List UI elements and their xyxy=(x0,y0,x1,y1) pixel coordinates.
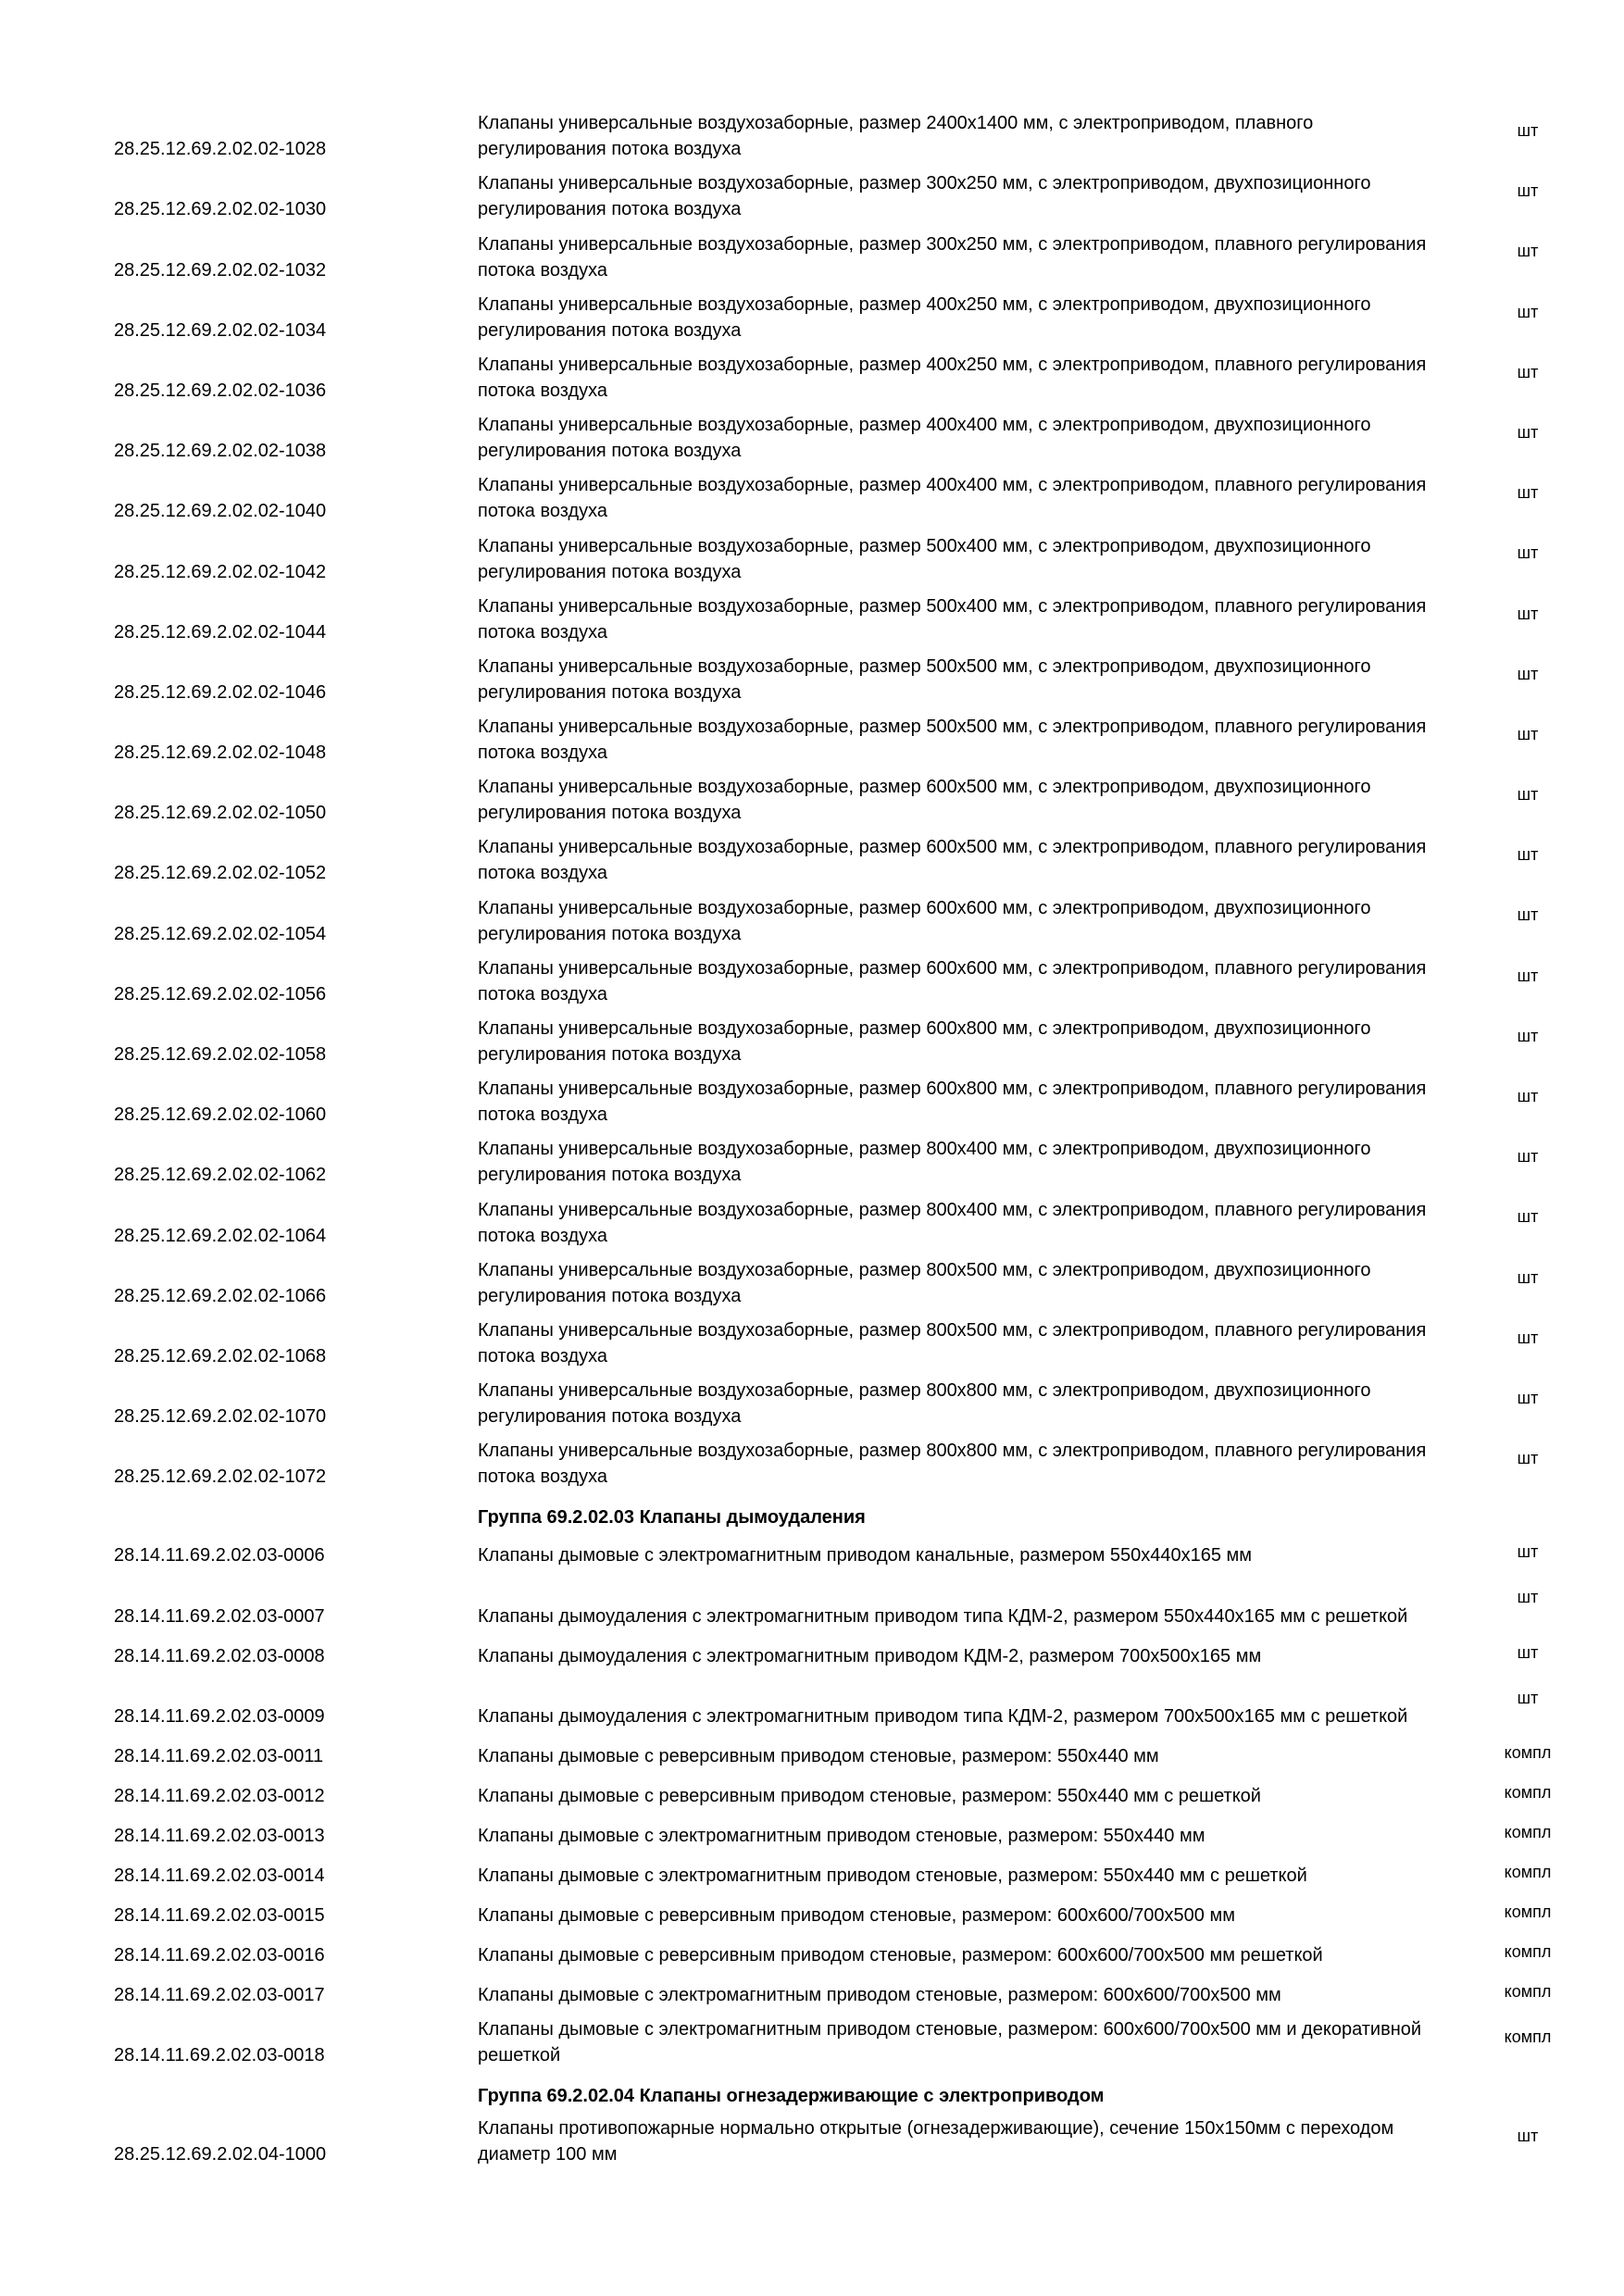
item-unit: шт xyxy=(1517,1449,1539,1468)
item-unit: компл xyxy=(1504,1742,1552,1762)
item-unit: шт xyxy=(1517,362,1539,381)
item-unit: шт xyxy=(1517,966,1539,985)
table-row xyxy=(0,1075,1624,1135)
item-code: 28.25.12.69.2.02.04-1000 xyxy=(114,2144,327,2165)
table-row xyxy=(0,1976,1624,2015)
table-row xyxy=(0,109,1624,169)
item-code: 28.25.12.69.2.02.02-1056 xyxy=(114,983,327,1004)
item-unit: компл xyxy=(1504,1782,1552,1802)
table-row xyxy=(0,230,1624,290)
table-row xyxy=(0,1896,1624,1936)
table-row xyxy=(0,833,1624,893)
item-unit: шт xyxy=(1517,543,1539,563)
group-header-row xyxy=(0,1497,1624,1536)
item-unit: шт xyxy=(1517,1542,1539,1562)
table-row xyxy=(0,2115,1624,2175)
item-description: Клапаны универсальные воздухозаборные, размер 500х500 мм, с электроприводом, двухпозиционного регулирования потока воздуха xyxy=(478,655,1371,703)
item-code: 28.14.11.69.2.02.03-0013 xyxy=(114,1825,325,1846)
table-row xyxy=(0,291,1624,351)
item-unit: компл xyxy=(1504,1822,1552,1841)
table-row xyxy=(0,773,1624,833)
table-row xyxy=(0,1576,1624,1636)
item-description: Клапаны универсальные воздухозаборные, размер 800х400 мм, с электроприводом, двухпозиционного регулирования потока воздуха xyxy=(478,1139,1371,1186)
item-code: 28.25.12.69.2.02.02-1048 xyxy=(114,742,327,764)
item-description: Клапаны универсальные воздухозаборные, размер 600х500 мм, с электроприводом, двухпозиционного регулирования потока воздуха xyxy=(478,777,1371,824)
item-unit: шт xyxy=(1517,1688,1539,1707)
item-unit: шт xyxy=(1517,724,1539,743)
item-description: Клапаны универсальные воздухозаборные, размер 300х250 мм, с электроприводом, двухпозиционного регулирования потока воздуха xyxy=(478,173,1371,220)
table-row xyxy=(0,593,1624,653)
table-row xyxy=(0,1777,1624,1816)
item-unit: компл xyxy=(1504,1902,1552,1921)
item-description: Клапаны универсальные воздухозаборные, размер 600х800 мм, с электроприводом, плавного регулирования потока воздуха xyxy=(478,1079,1427,1126)
table-row xyxy=(0,955,1624,1015)
item-unit: шт xyxy=(1517,181,1539,201)
item-description: Клапаны универсальные воздухозаборные, размер 600х800 мм, с электроприводом, двухпозиционного регулирования потока воздуха xyxy=(478,1018,1371,1065)
item-code: 28.25.12.69.2.02.02-1072 xyxy=(114,1466,327,1488)
item-description: Клапаны дымоудаления с электромагнитным приводом типа КДМ-2, размером 700х500х165 мм с решеткой xyxy=(478,1705,1408,1727)
item-code: 28.14.11.69.2.02.03-0014 xyxy=(114,1865,325,1886)
item-unit: шт xyxy=(1517,422,1539,442)
item-code: 28.25.12.69.2.02.02-1040 xyxy=(114,501,327,522)
item-description: Клапаны универсальные воздухозаборные, размер 400х400 мм, с электроприводом, плавного регулирования потока воздуха xyxy=(478,475,1427,522)
item-description: Клапаны универсальные воздухозаборные, размер 600х500 мм, с электроприводом, плавного регулирования потока воздуха xyxy=(478,837,1427,884)
item-description: Клапаны универсальные воздухозаборные, размер 800х400 мм, с электроприводом, плавного регулирования потока воздуха xyxy=(478,1199,1427,1246)
item-description: Клапаны универсальные воздухозаборные, размер 800х500 мм, с электроприводом, двухпозиционного регулирования потока воздуха xyxy=(478,1259,1371,1306)
item-code: 28.25.12.69.2.02.02-1030 xyxy=(114,199,327,220)
table-row xyxy=(0,169,1624,230)
item-unit: шт xyxy=(1517,845,1539,865)
item-code: 28.14.11.69.2.02.03-0008 xyxy=(114,1645,325,1666)
item-description: Клапаны дымовые с реверсивным приводом стеновые, размером: 600х600/700х500 мм xyxy=(478,1904,1235,1926)
item-description: Клапаны универсальные воздухозаборные, размер 500х400 мм, с электроприводом, двухпозиционного регулирования потока воздуха xyxy=(478,535,1371,582)
table-row xyxy=(0,1377,1624,1437)
item-code: 28.14.11.69.2.02.03-0016 xyxy=(114,1944,325,1965)
group-title: Группа 69.2.02.04 Клапаны огнезадерживающие с электроприводом xyxy=(478,2085,1105,2106)
item-code: 28.25.12.69.2.02.02-1044 xyxy=(114,621,327,643)
item-unit: шт xyxy=(1517,785,1539,805)
item-unit: компл xyxy=(1504,1981,1552,2001)
item-description: Клапаны дымовые с реверсивным приводом стеновые, размером: 550х440 мм xyxy=(478,1745,1159,1766)
item-unit: шт xyxy=(1517,1328,1539,1347)
item-code: 28.25.12.69.2.02.02-1054 xyxy=(114,923,327,944)
item-unit: шт xyxy=(1517,664,1539,683)
item-unit: компл xyxy=(1504,1862,1552,1881)
item-code: 28.25.12.69.2.02.02-1034 xyxy=(114,319,327,341)
item-code: 28.14.11.69.2.02.03-0015 xyxy=(114,1904,325,1926)
table-row xyxy=(0,653,1624,713)
table-row xyxy=(0,1437,1624,1497)
item-code: 28.14.11.69.2.02.03-0018 xyxy=(114,2044,325,2065)
item-description: Клапаны дымовые с реверсивным приводом стеновые, размером: 600х600/700х500 мм решеткой xyxy=(478,1944,1323,1965)
item-description: Клапаны дымовые с электромагнитным приводом стеновые, размером: 550х440 мм с решеткой xyxy=(478,1865,1307,1886)
item-description: Клапаны универсальные воздухозаборные, размер 600х600 мм, с электроприводом, плавного регулирования потока воздуха xyxy=(478,957,1427,1004)
table-row xyxy=(0,1195,1624,1255)
table-row xyxy=(0,893,1624,954)
table-row xyxy=(0,1637,1624,1677)
table-row xyxy=(0,2015,1624,2076)
table-row xyxy=(0,351,1624,411)
table-row xyxy=(0,1015,1624,1075)
item-code: 28.25.12.69.2.02.02-1036 xyxy=(114,380,327,401)
item-description: Клапаны дымовые с электромагнитным приводом стеновые, размером: 600х600/700х500 мм xyxy=(478,1984,1281,2005)
item-code: 28.25.12.69.2.02.02-1042 xyxy=(114,561,327,582)
item-unit: шт xyxy=(1517,905,1539,925)
item-code: 28.25.12.69.2.02.02-1064 xyxy=(114,1225,327,1246)
item-code: 28.14.11.69.2.02.03-0012 xyxy=(114,1785,325,1806)
item-code: 28.14.11.69.2.02.03-0006 xyxy=(114,1545,325,1566)
group-header-row xyxy=(0,2076,1624,2115)
table-row xyxy=(0,1135,1624,1195)
item-code: 28.25.12.69.2.02.02-1046 xyxy=(114,681,327,703)
item-code: 28.14.11.69.2.02.03-0007 xyxy=(114,1605,325,1627)
item-code: 28.25.12.69.2.02.02-1066 xyxy=(114,1285,327,1306)
item-description: Клапаны универсальные воздухозаборные, размер 800х500 мм, с электроприводом, плавного регулирования потока воздуха xyxy=(478,1319,1427,1366)
group-title: Группа 69.2.02.03 Клапаны дымоудаления xyxy=(478,1507,866,1529)
item-description: Клапаны универсальные воздухозаборные, размер 400х400 мм, с электроприводом, двухпозиционного регулирования потока воздуха xyxy=(478,415,1371,462)
item-code: 28.25.12.69.2.02.02-1060 xyxy=(114,1104,327,1126)
table-row xyxy=(0,713,1624,773)
item-description: Клапаны универсальные воздухозаборные, размер 400х250 мм, с электроприводом, плавного регулирования потока воздуха xyxy=(478,354,1427,401)
item-code: 28.14.11.69.2.02.03-0017 xyxy=(114,1984,325,2005)
item-description: Клапаны дымовые с электромагнитным приводом стеновые, размером: 600х600/700х500 мм и декоративной решеткой xyxy=(478,2018,1422,2065)
item-unit: шт xyxy=(1517,1642,1539,1662)
item-description: Клапаны дымоудаления с электромагнитным приводом КДМ-2, размером 700х500х165 мм xyxy=(478,1645,1262,1666)
item-unit: компл xyxy=(1504,1941,1552,1961)
table-row xyxy=(0,531,1624,592)
item-code: 28.14.11.69.2.02.03-0009 xyxy=(114,1705,325,1727)
item-unit: шт xyxy=(1517,302,1539,321)
table-row xyxy=(0,411,1624,471)
item-code: 28.25.12.69.2.02.02-1032 xyxy=(114,259,327,281)
item-description: Клапаны дымовые с электромагнитным приводом стеновые, размером: 550х440 мм xyxy=(478,1825,1206,1846)
table-row xyxy=(0,1816,1624,1856)
item-description: Клапаны дымовые с реверсивным приводом стеновые, размером: 550х440 мм с решеткой xyxy=(478,1785,1261,1806)
item-unit: шт xyxy=(1517,1087,1539,1105)
item-unit: шт xyxy=(1517,1207,1539,1227)
table-row xyxy=(0,471,1624,531)
item-code: 28.25.12.69.2.02.02-1062 xyxy=(114,1165,327,1186)
item-code: 28.25.12.69.2.02.02-1028 xyxy=(114,139,327,160)
item-unit: шт xyxy=(1517,1267,1539,1287)
item-code: 28.14.11.69.2.02.03-0011 xyxy=(114,1745,324,1766)
price-list-table xyxy=(0,109,1624,2175)
item-unit: шт xyxy=(1517,242,1539,261)
item-code: 28.25.12.69.2.02.02-1058 xyxy=(114,1044,327,1065)
item-code: 28.25.12.69.2.02.02-1070 xyxy=(114,1406,327,1428)
item-unit: шт xyxy=(1517,2126,1539,2145)
item-code: 28.25.12.69.2.02.02-1050 xyxy=(114,803,327,824)
item-description: Клапаны универсальные воздухозаборные, размер 800х800 мм, с электроприводом, двухпозиционного регулирования потока воздуха xyxy=(478,1380,1371,1428)
item-unit: шт xyxy=(1517,483,1539,503)
table-row xyxy=(0,1737,1624,1777)
item-unit: шт xyxy=(1517,1147,1539,1167)
item-description: Клапаны универсальные воздухозаборные, размер 600х600 мм, с электроприводом, двухпозиционного регулирования потока воздуха xyxy=(478,897,1371,944)
table-row xyxy=(0,1316,1624,1377)
item-unit: шт xyxy=(1517,121,1539,140)
item-unit: шт xyxy=(1517,1588,1539,1607)
table-row xyxy=(0,1856,1624,1896)
item-description: Клапаны универсальные воздухозаборные, размер 500х400 мм, с электроприводом, плавного регулирования потока воздуха xyxy=(478,595,1427,643)
item-unit: шт xyxy=(1517,1026,1539,1045)
table-row xyxy=(0,1677,1624,1737)
item-code: 28.25.12.69.2.02.02-1038 xyxy=(114,441,327,462)
item-description: Клапаны универсальные воздухозаборные, размер 400х250 мм, с электроприводом, двухпозиционного регулирования потока воздуха xyxy=(478,293,1371,341)
item-description: Клапаны дымовые с электромагнитным приводом канальные, размером 550х440х165 мм xyxy=(478,1545,1253,1566)
table-row xyxy=(0,1536,1624,1576)
item-unit: шт xyxy=(1517,604,1539,623)
item-description: Клапаны универсальные воздухозаборные, размер 300х250 мм, с электроприводом, плавного регулирования потока воздуха xyxy=(478,233,1427,281)
item-unit: шт xyxy=(1517,1388,1539,1407)
item-description: Клапаны универсальные воздухозаборные, размер 800х800 мм, с электроприводом, плавного регулирования потока воздуха xyxy=(478,1441,1427,1488)
item-unit: компл xyxy=(1504,2027,1552,2046)
item-description: Клапаны дымоудаления с электромагнитным приводом типа КДМ-2, размером 550х440х165 мм с решеткой xyxy=(478,1605,1408,1627)
item-code: 28.25.12.69.2.02.02-1068 xyxy=(114,1345,327,1366)
item-code: 28.25.12.69.2.02.02-1052 xyxy=(114,863,327,884)
item-description: Клапаны универсальные воздухозаборные, размер 500х500 мм, с электроприводом, плавного регулирования потока воздуха xyxy=(478,717,1427,764)
table-row xyxy=(0,1256,1624,1316)
item-description: Клапаны противопожарные нормально открытые (огнезадерживающие), сечение 150х150мм с переходом диаметр 100 мм xyxy=(478,2118,1394,2165)
table-row xyxy=(0,1936,1624,1976)
item-description: Клапаны универсальные воздухозаборные, размер 2400х1400 мм, с электроприводом, плавного регулирования потока воздуха xyxy=(478,113,1314,160)
